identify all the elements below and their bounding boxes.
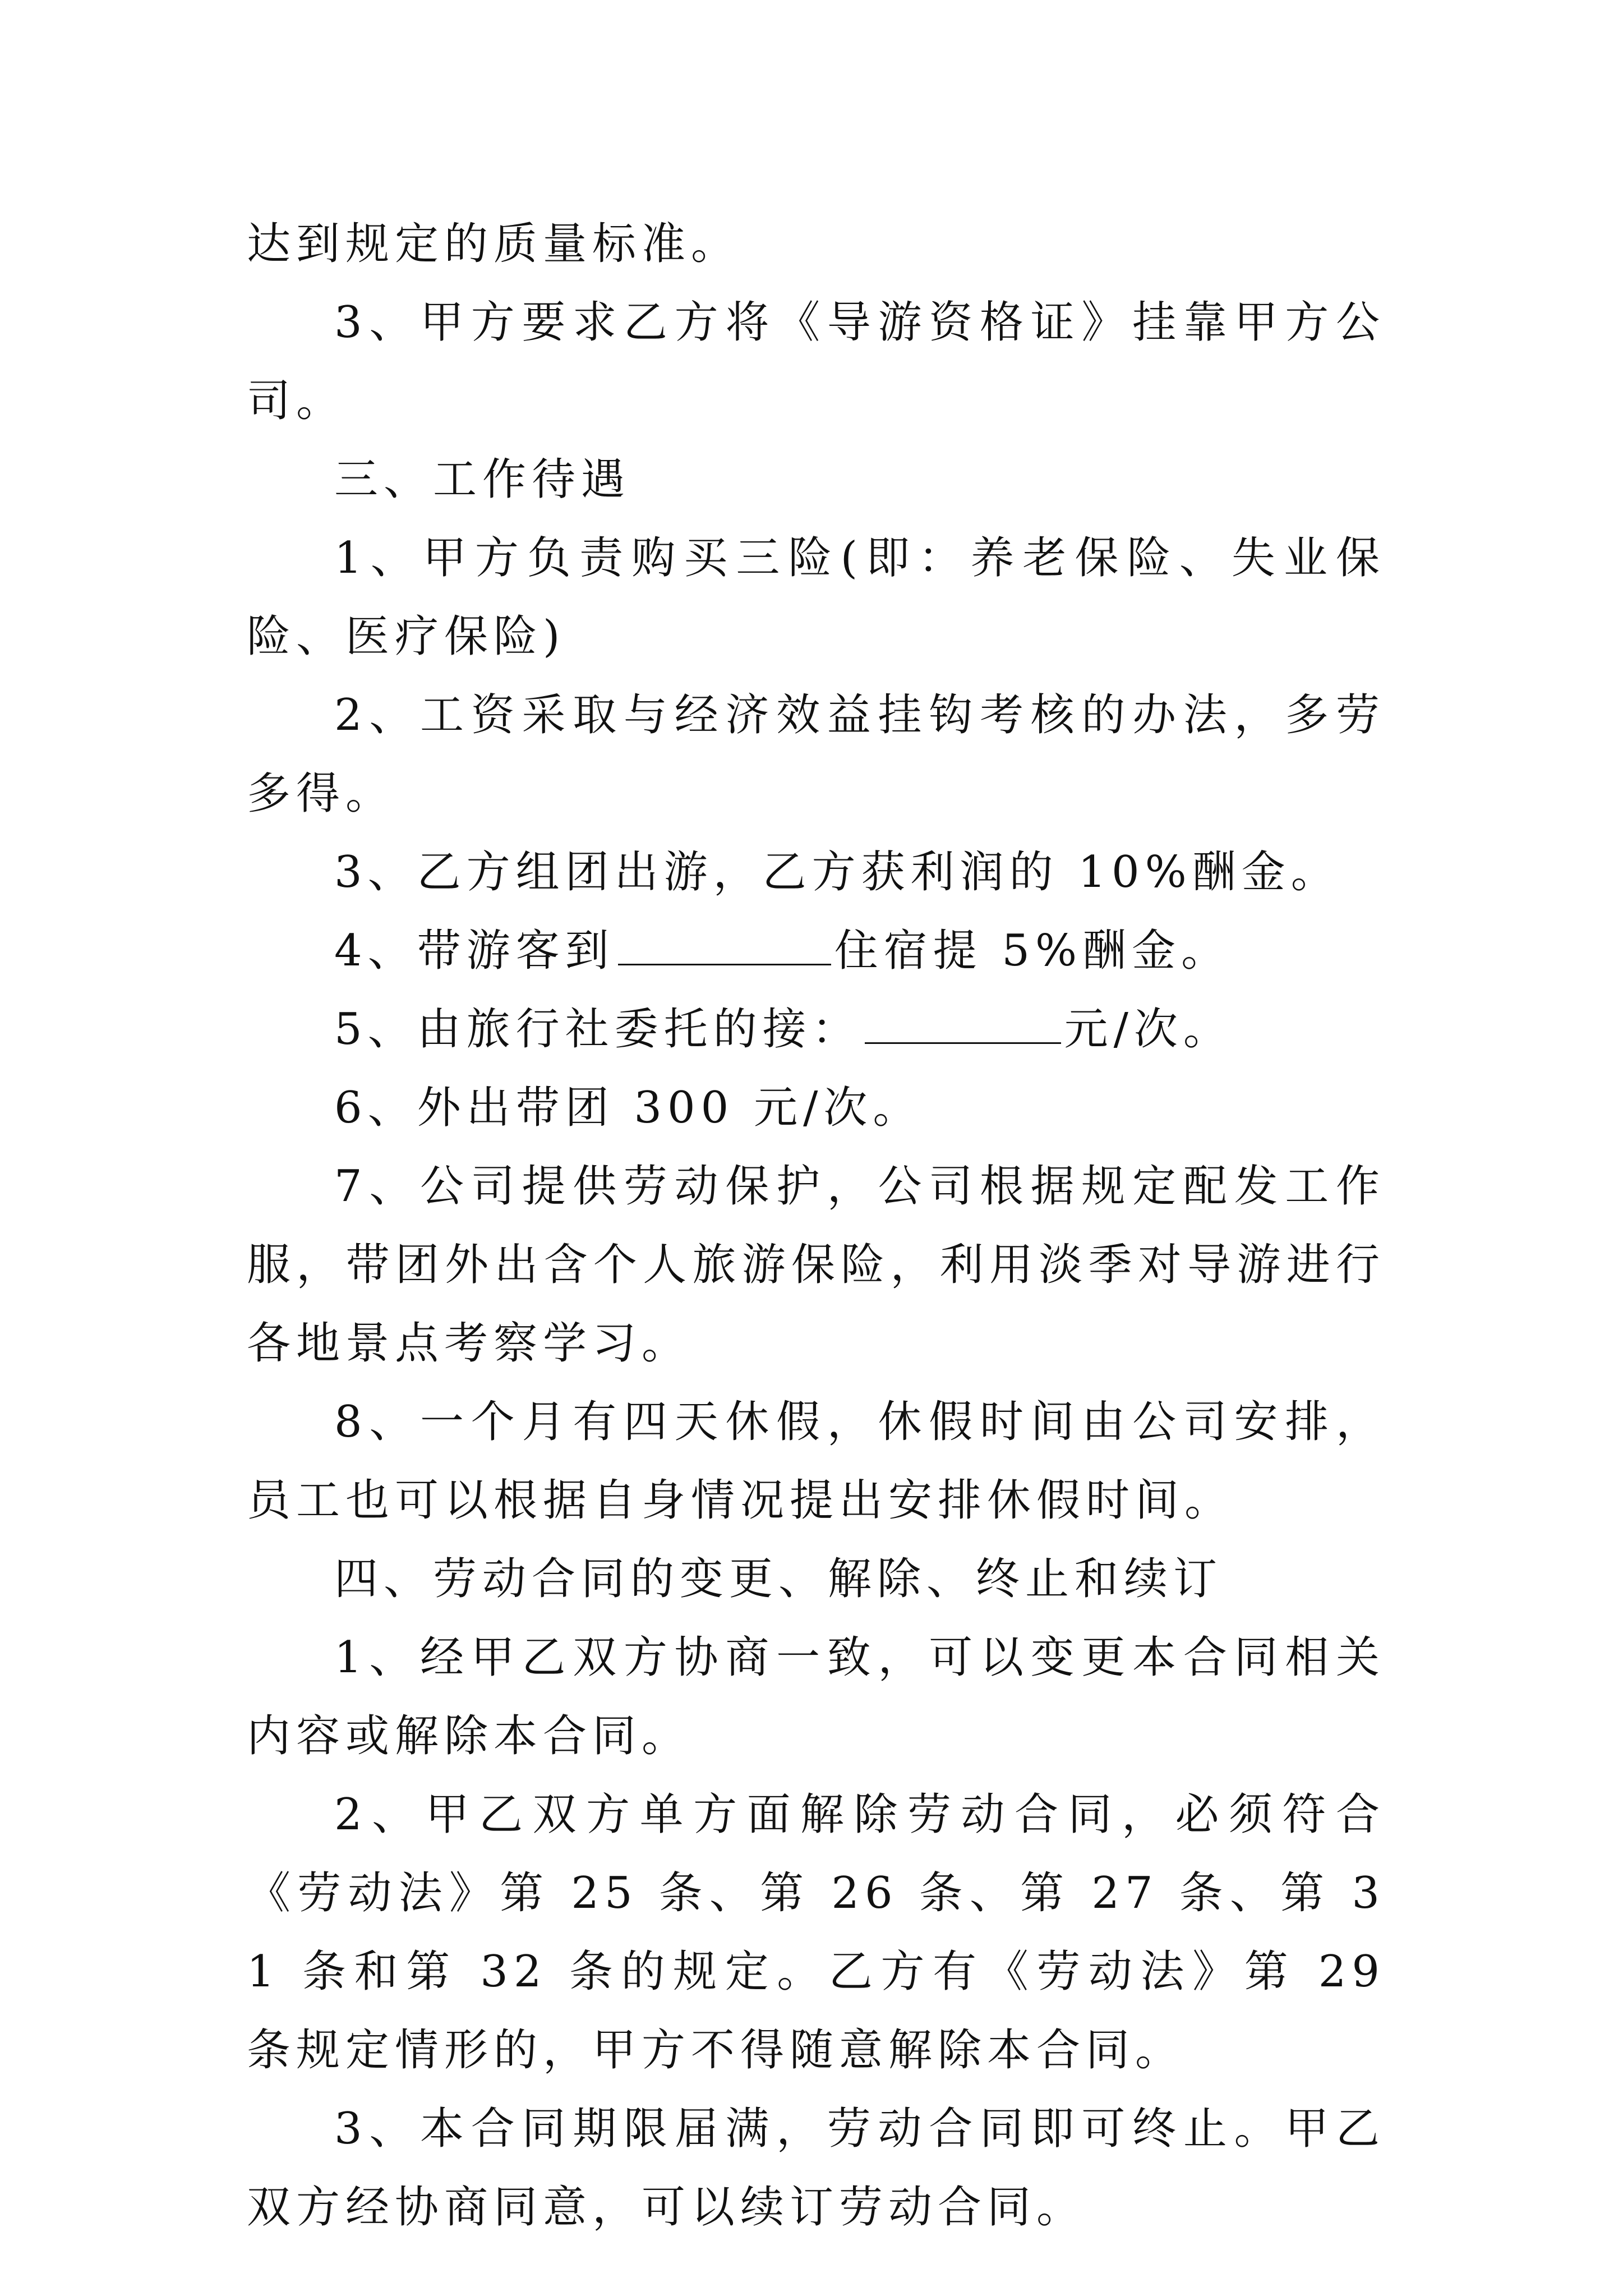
section-heading-work-benefits: 三、工作待遇	[334, 454, 631, 505]
paragraph-clause-3-6: 6、外出带团 300 元/次。	[334, 1083, 923, 1133]
paragraph-clause-3-4	[247, 912, 1385, 990]
fill-in-blank-line	[618, 924, 831, 965]
clause-text-after-blank: 住宿提 5%酬金。	[834, 926, 1231, 976]
paragraph-clause-3-8: 8、一个月有四天休假，休假时间由公司安排，员工也可以根据自身情况提出安排休假时间。	[247, 1397, 1385, 1526]
paragraph-clause-2-3: 3、甲方要求乙方将《导游资格证》挂靠甲方公司。	[247, 297, 1385, 426]
paragraph-clause-3-3: 3、乙方组团出游，乙方获利润的 10%酬金。	[334, 847, 1340, 898]
clause-text-before-blank: 5、由旅行社委托的接：	[334, 1004, 861, 1055]
fill-in-blank-line	[865, 1003, 1061, 1044]
paragraph-clause-3-1: 1、甲方负责购买三险(即：养老保险、失业保险、医疗保险)	[247, 533, 1385, 662]
paragraph-clause-4-2: 2、甲乙双方单方面解除劳动合同，必须符合《劳动法》第 25 条、第 26 条、第 27 条、第 31 条和第 32 条的规定。乙方有《劳动法》第 29 条规定情形的，甲方不得随意解除本合同。	[247, 1789, 1385, 2076]
paragraph-clause-3-7: 7、公司提供劳动保护，公司根据规定配发工作服，带团外出含个人旅游保险，利用淡季对导游进行各地景点考察学习。	[247, 1161, 1385, 1369]
paragraph-clause-4-3: 3、本合同期限届满，劳动合同即可终止。甲乙双方经协商同意，可以续订劳动合同。	[247, 2104, 1385, 2233]
clause-text-before-blank: 4、带游客到	[334, 926, 615, 976]
section-heading-contract-changes: 四、劳动合同的变更、解除、终止和续订	[334, 1554, 1223, 1604]
document-body	[247, 205, 1385, 2247]
paragraph-clause-4-1: 1、经甲乙双方协商一致，可以变更本合同相关内容或解除本合同。	[247, 1632, 1385, 1761]
paragraph-clause-3-5	[247, 990, 1385, 1069]
paragraph-continuation: 达到规定的质量标准。	[247, 219, 741, 269]
paragraph-clause-3-2: 2、工资采取与经济效益挂钩考核的办法，多劳多得。	[247, 690, 1385, 819]
clause-text-after-blank: 元/次。	[1064, 1004, 1233, 1055]
